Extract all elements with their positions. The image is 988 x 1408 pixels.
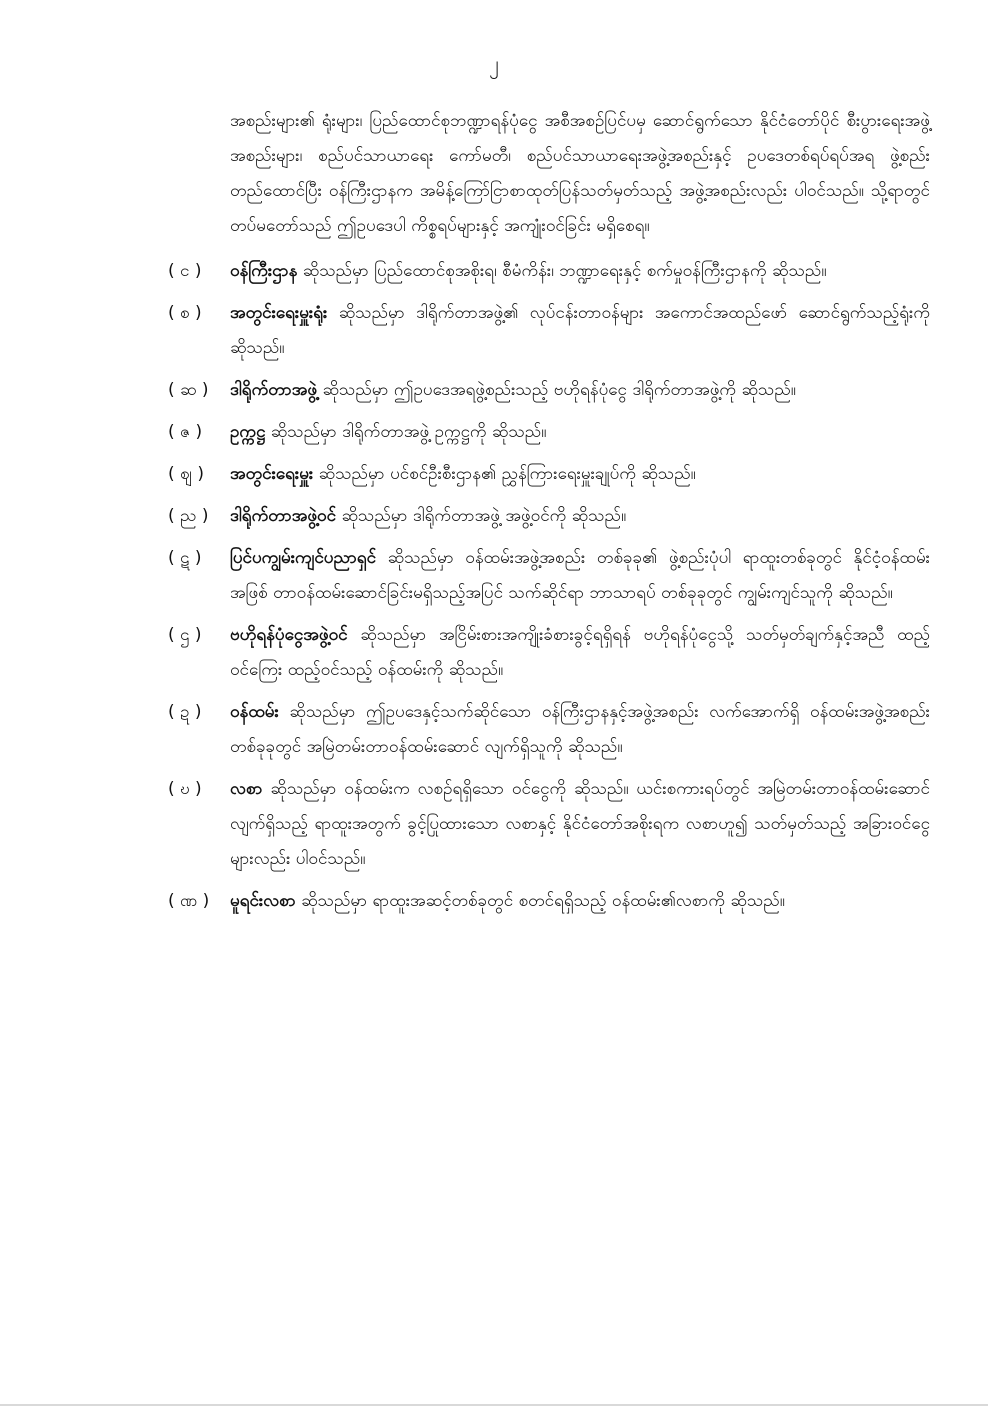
- definition-term: ဝန်ကြီးဌာန: [230, 261, 298, 281]
- definition-text: ဆိုသည်မှာ အငြိမ်းစားအကျိုးခံစားခွင့်ရရှိရန် ဗဟိုရန်ပုံငွေသို့ သတ်မှတ်ချက်နှင့်အညီ ထည့်ဝင်ကြေး ထည့်ဝင်သည့် ဝန်ထမ်းကို ဆိုသည်။: [230, 625, 930, 680]
- definition-term: ဝန်ထမ်း: [230, 702, 279, 722]
- definition-item: [168, 415, 932, 450]
- definition-text: ဆိုသည်မှာ ဤဥပဒေအရဖွဲ့စည်းသည့် ဗဟိုရန်ပုံငွေ ဒါရိုက်တာအဖွဲ့ကို ဆိုသည်။: [317, 380, 796, 400]
- definition-marker: ( ဆ ): [168, 380, 209, 400]
- definition-marker: ( င ): [168, 261, 202, 281]
- definition-term: ဗဟိုရန်ပုံငွေအဖွဲ့ဝင်: [230, 625, 348, 645]
- definition-text: ဆိုသည်မှာ ဝန်ထမ်းအဖွဲ့အစည်း တစ်ခုခု၏ ဖွဲ့စည်းပုံပါ ရာထူးတစ်ခုတွင် နိုင်ငံ့ဝန်ထမ်းအဖြစ် တာဝန်ထမ်းဆောင်ခြင်းမရှိသည့်အပြင် သက်ဆိုင်ရာ ဘာသာရပ် တစ်ခုခုတွင် ကျွမ်းကျင်သူကို ဆိုသည်။: [230, 548, 930, 603]
- definition-text: ဆိုသည်မှာ ရာထူးအဆင့်တစ်ခုတွင် စတင်ရရှိသည့် ဝန်ထမ်း၏လစာကို ဆိုသည်။: [295, 891, 785, 911]
- definition-term: အတွင်းရေးမှူးရုံး: [230, 303, 328, 323]
- definition-term: အတွင်းရေးမှူး: [230, 464, 314, 484]
- definition-item: [168, 296, 932, 366]
- definition-item: [168, 541, 932, 611]
- definition-marker: ( ည ): [168, 506, 209, 526]
- definition-marker: ( ဌ ): [168, 625, 202, 645]
- definition-item: [168, 618, 932, 688]
- definition-body: [230, 499, 930, 534]
- definition-body: [230, 373, 930, 408]
- definition-item: [168, 884, 932, 919]
- definition-term: လစာ: [230, 779, 263, 799]
- page-bottom-divider: [0, 1404, 988, 1406]
- definition-marker: ( စ ): [168, 303, 202, 323]
- definition-marker: ( ဏ ): [168, 891, 210, 911]
- definition-text: ဆိုသည်မှာ ဒါရိုက်တာအဖွဲ့ ဥက္ကဋ္ဌကို ဆိုသည်။: [265, 422, 547, 442]
- definition-marker: ( ဎ ): [168, 779, 202, 799]
- definition-body: [230, 296, 930, 366]
- definition-marker: ( ဈ ): [168, 464, 205, 484]
- document-body: [168, 104, 932, 926]
- definition-term: ဒါရိုက်တာအဖွဲ့: [230, 380, 318, 400]
- intro-paragraph: အစည်းများ၏ ရုံးများ၊ ပြည်ထောင်စုဘဏ္ဍာရန်ပုံငွေ အစီအစဉ်ပြင်ပမှ ဆောင်ရွက်သော နိုင်ငံတော်ပိုင် စီးပွားရေးအဖွဲ့အစည်းများ၊ စည်ပင်သာယာရေး ကော်မတီ၊ စည်ပင်သာယာရေးအဖွဲ့အစည်းနှင့် ဥပဒေတစ်ရပ်ရပ်အရ ဖွဲ့စည်းတည်ထောင်ပြီး ဝန်ကြီးဌာနက အမိန့်ကြော်ငြာစာထုတ်ပြန်သတ်မှတ်သည့် အဖွဲ့အစည်းလည်း ပါဝင်သည်။ သို့ရာတွင် တပ်မတော်သည် ဤဥပဒေပါ ကိစ္စရပ်များနှင့် အကျုံးဝင်ခြင်း မရှိစေရ။: [230, 111, 930, 236]
- definition-term: ပြင်ပကျွမ်းကျင်ပညာရှင်: [230, 548, 377, 568]
- definition-body: [230, 618, 930, 688]
- definition-item: [168, 373, 932, 408]
- definition-item: [168, 695, 932, 765]
- page-number: ၂: [489, 51, 499, 75]
- definition-body: [230, 772, 930, 877]
- definition-text: ဆိုသည်မှာ ဝန်ထမ်းက လစဉ်ရရှိသော ဝင်ငွေကို ဆိုသည်။ ယင်းစကားရပ်တွင် အမြဲတမ်းတာဝန်ထမ်းဆောင်လျက်ရှိသည့် ရာထူးအတွက် ခွင့်ပြုထားသော လစာနှင့် နိုင်ငံတော်အစိုးရက လစာဟူ၍ သတ်မှတ်သည့် အခြားဝင်ငွေများလည်း ပါဝင်သည်။: [230, 779, 930, 869]
- definition-text: ဆိုသည်မှာ ဒါရိုက်တာအဖွဲ့၏ လုပ်ငန်းတာဝန်များ အကောင်အထည်ဖော် ဆောင်ရွက်သည့်ရုံးကို ဆိုသည်။: [230, 303, 930, 358]
- definition-item: [168, 499, 932, 534]
- definition-body: [230, 695, 930, 765]
- definition-marker: ( ဇ ): [168, 422, 203, 442]
- definition-item: [168, 254, 932, 289]
- definition-term: မူရင်းလစာ: [230, 891, 296, 911]
- definition-text: ဆိုသည်မှာ ပင်စင်ဦးစီးဌာန၏ ညွှန်ကြားရေးမှူးချုပ်ကို ဆိုသည်။: [313, 464, 696, 484]
- definition-body: [230, 457, 930, 492]
- definition-text: ဆိုသည်မှာ ပြည်ထောင်စုအစိုးရ၊ စီမံကိန်း၊ ဘဏ္ဍာရေးနှင့် စက်မှုဝန်ကြီးဌာနကို ဆိုသည်။: [297, 261, 827, 281]
- definition-term: ဥက္ကဋ္ဌ: [230, 422, 266, 442]
- definition-body: [230, 884, 930, 919]
- definition-body: [230, 415, 930, 450]
- definition-body: [230, 541, 930, 611]
- definition-item: [168, 457, 932, 492]
- definition-term: ဒါရိုက်တာအဖွဲ့ဝင်: [230, 506, 337, 526]
- definition-text: ဆိုသည်မှာ ဤဥပဒေနှင့်သက်ဆိုင်သော ဝန်ကြီးဌာနနှင့်အဖွဲ့အစည်း လက်အောက်ရှိ ဝန်ထမ်းအဖွဲ့အစည်းတစ်ခုခုတွင် အမြဲတမ်းတာဝန်ထမ်းဆောင် လျက်ရှိသူကို ဆိုသည်။: [230, 702, 930, 757]
- definition-body: [230, 254, 930, 289]
- definition-item: [168, 772, 932, 877]
- definition-text: ဆိုသည်မှာ ဒါရိုက်တာအဖွဲ့ အဖွဲ့ဝင်ကို ဆိုသည်။: [336, 506, 627, 526]
- definition-marker: ( ဍ ): [168, 702, 202, 722]
- definition-marker: ( ဋ ): [168, 548, 202, 568]
